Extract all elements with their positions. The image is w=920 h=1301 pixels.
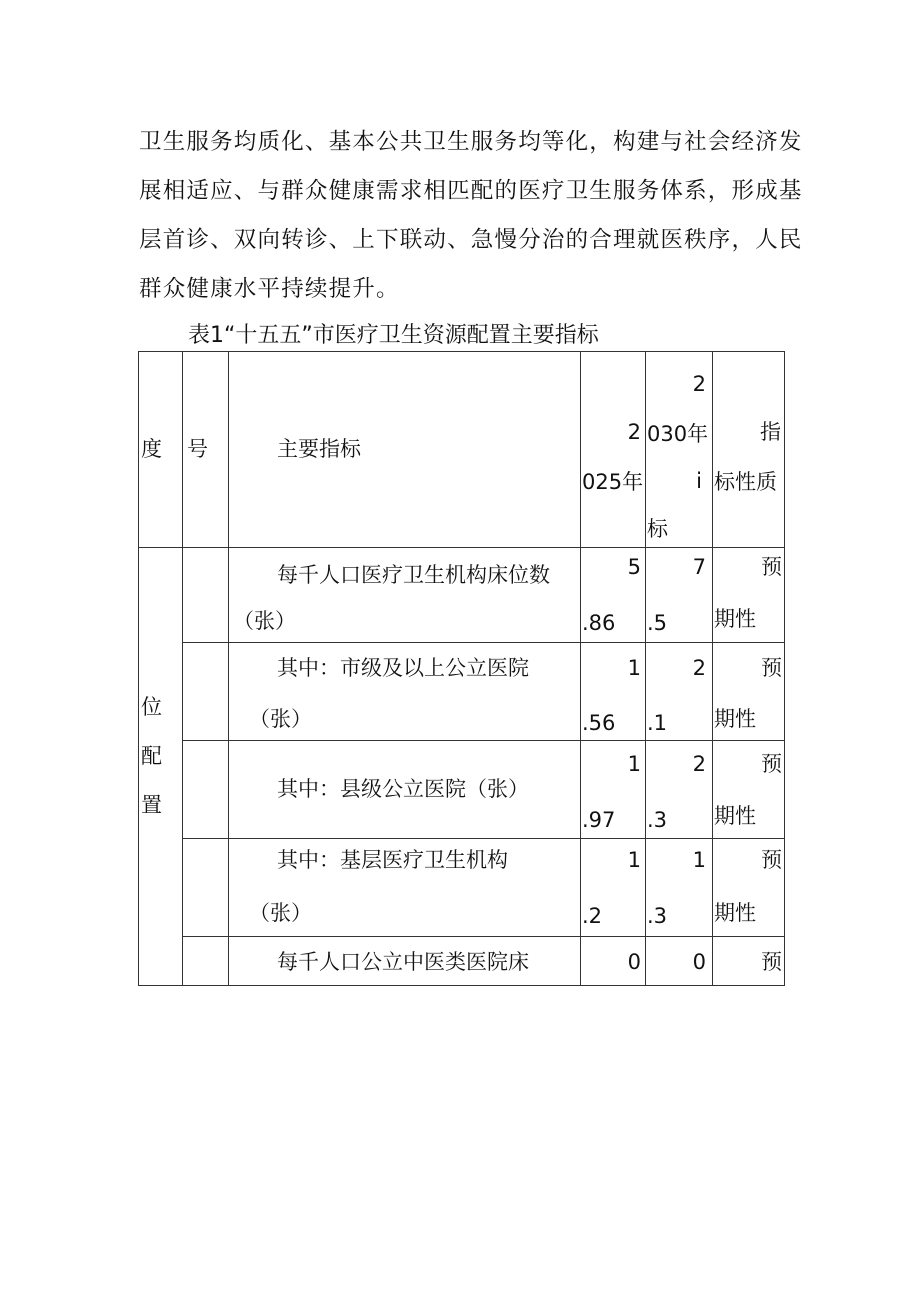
value-2030-cell [646, 936, 713, 985]
indicator-cell [229, 936, 581, 985]
value-2030-cell [646, 741, 713, 838]
value-2030-cell [646, 548, 713, 643]
value-2030-cell [646, 643, 713, 741]
nature-part: 预 [761, 752, 782, 777]
header-nature [713, 352, 785, 548]
indicator-text: 其中：县级公立医院（张） [277, 777, 529, 802]
value-2025-cell [581, 741, 646, 838]
table-row [139, 741, 785, 838]
value-2025-cell [581, 643, 646, 741]
row-number-cell [183, 741, 229, 838]
header-2030-part: 标 [647, 517, 668, 541]
header-indicator-label: 主要指标 [277, 437, 361, 461]
value-2030-part: .3 [647, 903, 668, 928]
value-2025-part: .2 [582, 903, 603, 928]
header-2030 [646, 352, 713, 548]
value-2030-part: 1 [692, 847, 706, 872]
nature-part: 预 [761, 847, 782, 872]
header-dimension [139, 352, 183, 548]
value-2030-part: 7 [692, 555, 706, 579]
nature-part: 预 [761, 555, 782, 579]
indicator-text: 每千人口公立中医类医院床 [277, 949, 529, 974]
table-row [139, 838, 785, 936]
header-indicator [229, 352, 581, 548]
value-2025-cell [581, 936, 646, 985]
header-nature-part: 标性质 [714, 470, 777, 494]
value-2030-part: 2 [692, 752, 706, 777]
nature-part: 预 [761, 656, 782, 681]
indicator-text: （张） [249, 707, 312, 732]
paragraph-line: 层首诊、双向转诊、上下联动、急慢分治的合理就医秩序，人民 [139, 227, 803, 253]
nature-cell [713, 741, 785, 838]
row-number-cell [183, 838, 229, 936]
indicator-text: 每千人口医疗卫生机构床位数 [277, 563, 550, 587]
value-2030-part: .3 [647, 808, 668, 833]
value-2025-part: .56 [582, 711, 616, 736]
nature-part: 期性 [714, 707, 756, 732]
row-number-cell [183, 936, 229, 985]
value-2025-part: 1 [627, 847, 641, 872]
nature-cell [713, 838, 785, 936]
nature-cell [713, 643, 785, 741]
paragraph-line: 群众健康水平持续提升。 [139, 276, 400, 302]
header-2025-part: 025年 [582, 470, 644, 494]
table-row [139, 643, 785, 741]
value-2025-cell [581, 548, 646, 643]
value-2025-part: .86 [582, 611, 616, 635]
indicator-cell [229, 548, 581, 643]
value-2030-part: .1 [647, 711, 668, 736]
table-row [139, 548, 785, 643]
nature-part: 期性 [714, 804, 756, 829]
nature-part: 期性 [714, 900, 756, 925]
row-number-cell [183, 643, 229, 741]
value-2025-cell [581, 838, 646, 936]
nature-part: 预 [761, 949, 782, 974]
group-label-char: 置 [141, 793, 162, 817]
table-row [139, 936, 785, 985]
group-label-char: 配 [141, 744, 162, 768]
table-caption: 表1“十五五”市医疗卫生资源配置主要指标 [188, 323, 599, 348]
group-label-char: 位 [141, 695, 162, 719]
row-number-cell [183, 548, 229, 643]
body-paragraph [139, 118, 803, 314]
header-number-label: 号 [187, 437, 208, 461]
header-nature-part: 指 [760, 420, 781, 444]
group-label-cell [139, 548, 183, 986]
value-2030-part: 0 [692, 949, 706, 974]
nature-cell [713, 936, 785, 985]
table-header-row [139, 352, 785, 548]
indicator-text: 其中：基层医疗卫生机构 [277, 847, 508, 872]
indicator-text: （张） [249, 900, 312, 925]
indicator-text: 其中：市级及以上公立医院 [277, 656, 529, 681]
header-2030-part: 2 [692, 372, 706, 396]
header-2025-part: 2 [627, 420, 641, 444]
value-2025-part: 0 [627, 949, 641, 974]
value-2030-cell [646, 838, 713, 936]
header-dimension-label: 度 [141, 437, 162, 461]
header-number [183, 352, 229, 548]
indicator-cell [229, 741, 581, 838]
nature-part: 期性 [714, 607, 756, 631]
indicator-cell [229, 838, 581, 936]
value-2030-part: .5 [647, 611, 668, 635]
value-2025-part: 5 [627, 555, 641, 579]
indicator-table [138, 351, 785, 986]
header-2030-part: 030年 [647, 422, 709, 446]
indicator-text: （张） [233, 609, 296, 633]
value-2025-part: 1 [627, 656, 641, 681]
value-2025-part: .97 [582, 808, 616, 833]
paragraph-line: 展相适应、与群众健康需求相匹配的医疗卫生服务体系，形成基 [139, 178, 803, 204]
paragraph-line: 卫生服务均质化、基本公共卫生服务均等化，构建与社会经济发 [139, 129, 803, 155]
header-2030-part: i [696, 469, 702, 493]
value-2025-part: 1 [627, 752, 641, 777]
nature-cell [713, 548, 785, 643]
header-2025 [581, 352, 646, 548]
indicator-cell [229, 643, 581, 741]
value-2030-part: 2 [692, 656, 706, 681]
